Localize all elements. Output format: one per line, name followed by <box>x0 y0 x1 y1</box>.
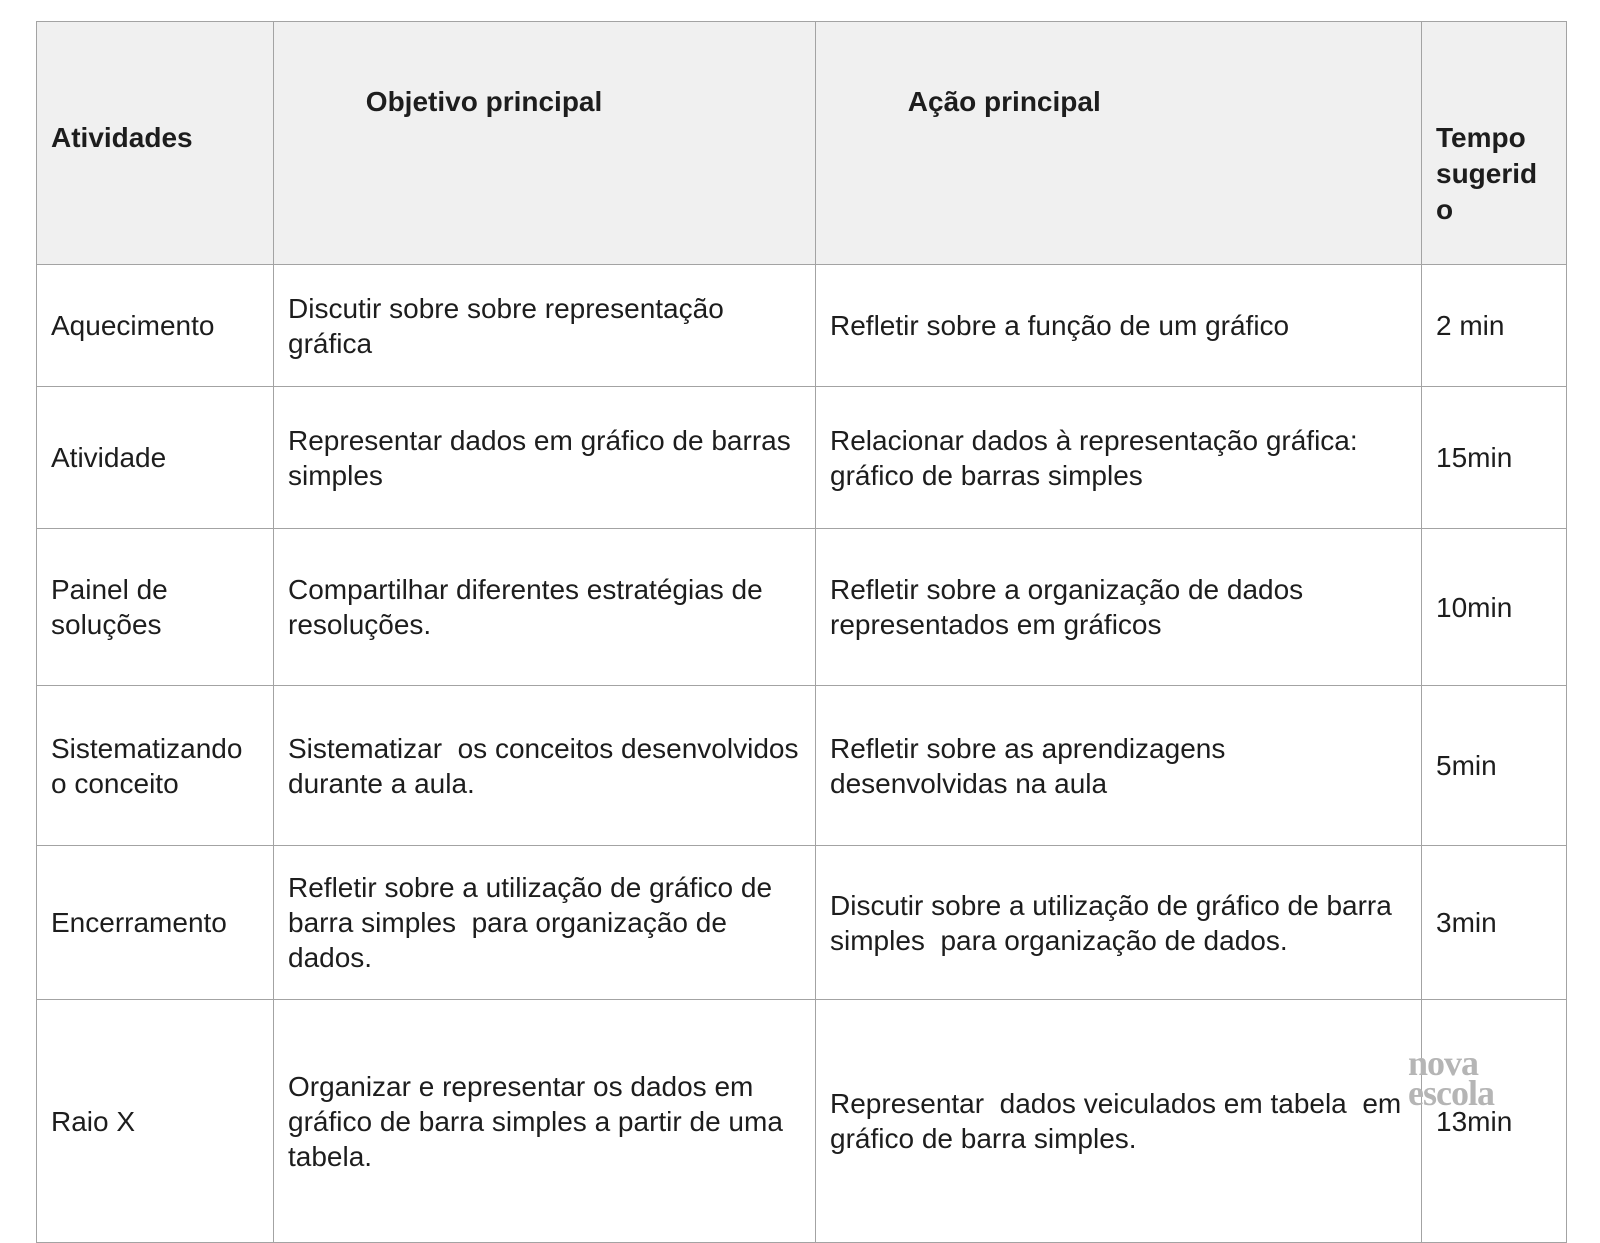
cell-text: 2 min <box>1436 310 1505 341</box>
cell-text: Compartilhar diferentes estratégias de resoluções. <box>288 574 771 640</box>
cell-atividade <box>37 387 274 529</box>
cell-text: Refletir sobre as aprendizagens desenvolvidas na aula <box>830 732 1234 799</box>
cell-text: 13min <box>1436 1105 1513 1137</box>
table-row <box>37 1000 1567 1243</box>
table-row <box>37 529 1567 686</box>
cell-tempo <box>1422 1000 1567 1243</box>
header-cell-atividades <box>37 22 274 265</box>
cell-atividade <box>37 686 274 846</box>
cell-text: 15min <box>1436 442 1513 473</box>
cell-atividade <box>37 265 274 387</box>
cell-tempo <box>1422 846 1567 1000</box>
cell-tempo <box>1422 529 1567 686</box>
header-row <box>37 22 1567 265</box>
cell-objetivo <box>274 387 816 529</box>
cell-acao <box>816 1000 1422 1243</box>
cell-atividade <box>37 529 274 686</box>
cell-text: Refletir sobre a organização de dados representados em gráficos <box>830 574 1311 640</box>
cell-text: 3min <box>1436 907 1497 938</box>
header-cell-objetivo-principal <box>274 22 816 265</box>
table-body <box>37 265 1567 1243</box>
cell-text: Discutir sobre a utilização de gráfico de barra simples para organização de dados. <box>830 889 1400 956</box>
cell-acao <box>816 529 1422 686</box>
cell-acao <box>816 265 1422 387</box>
cell-text: Atividade <box>51 442 167 473</box>
table-row <box>37 686 1567 846</box>
cell-text: Raio X <box>51 1105 136 1137</box>
cell-tempo <box>1422 265 1567 387</box>
lesson-plan-table-wrap <box>36 21 1567 1243</box>
cell-text: Refletir sobre a utilização de gráfico de barra simples para organização de dados. <box>288 872 780 973</box>
cell-text: Aquecimento <box>51 310 215 341</box>
cell-text: 5min <box>1436 750 1497 781</box>
table-row <box>37 265 1567 387</box>
cell-tempo <box>1422 387 1567 529</box>
logo-line-2: escola <box>1408 1073 1494 1113</box>
header-cell-tempo-sugerido <box>1422 22 1567 265</box>
cell-text: Organizar e representar os dados em gráfico de barra simples a partir de uma tabela. <box>288 1070 791 1172</box>
cell-text: Sistematizando o conceito <box>51 732 251 799</box>
header-label: Objetivo principal <box>365 86 603 117</box>
logo-line-1: nova <box>1408 1043 1479 1083</box>
cell-text: Encerramento <box>51 907 227 938</box>
cell-text: Representar dados veiculados em tabela em gráfico de barra simples. <box>830 1088 1409 1154</box>
cell-atividade <box>37 846 274 1000</box>
cell-acao <box>816 686 1422 846</box>
table-row <box>37 846 1567 1000</box>
cell-objetivo <box>274 1000 816 1243</box>
cell-text: Painel de soluções <box>51 574 176 640</box>
lesson-plan-table <box>36 21 1567 1243</box>
cell-text: Representar dados em gráfico de barras simples <box>288 424 799 491</box>
header-label: Atividades <box>51 122 193 153</box>
header-cell-acao-principal <box>816 22 1422 265</box>
cell-acao <box>816 846 1422 1000</box>
cell-atividade <box>37 1000 274 1243</box>
cell-acao <box>816 387 1422 529</box>
cell-objetivo <box>274 686 816 846</box>
table-row <box>37 387 1567 529</box>
header-label: Tempo sugerido <box>1436 122 1538 225</box>
cell-objetivo <box>274 529 816 686</box>
cell-objetivo <box>274 846 816 1000</box>
cell-objetivo <box>274 265 816 387</box>
cell-text: Refletir sobre a função de um gráfico <box>830 310 1290 341</box>
cell-text: Sistematizar os conceitos desenvolvidos durante a aula. <box>288 732 807 799</box>
cell-tempo <box>1422 686 1567 846</box>
header-label: Ação principal <box>907 86 1101 117</box>
cell-text: Discutir sobre sobre representação gráfica <box>288 292 732 359</box>
cell-text: Relacionar dados à representação gráfica: gráfico de barras simples <box>830 424 1366 491</box>
cell-text: 10min <box>1436 591 1513 623</box>
